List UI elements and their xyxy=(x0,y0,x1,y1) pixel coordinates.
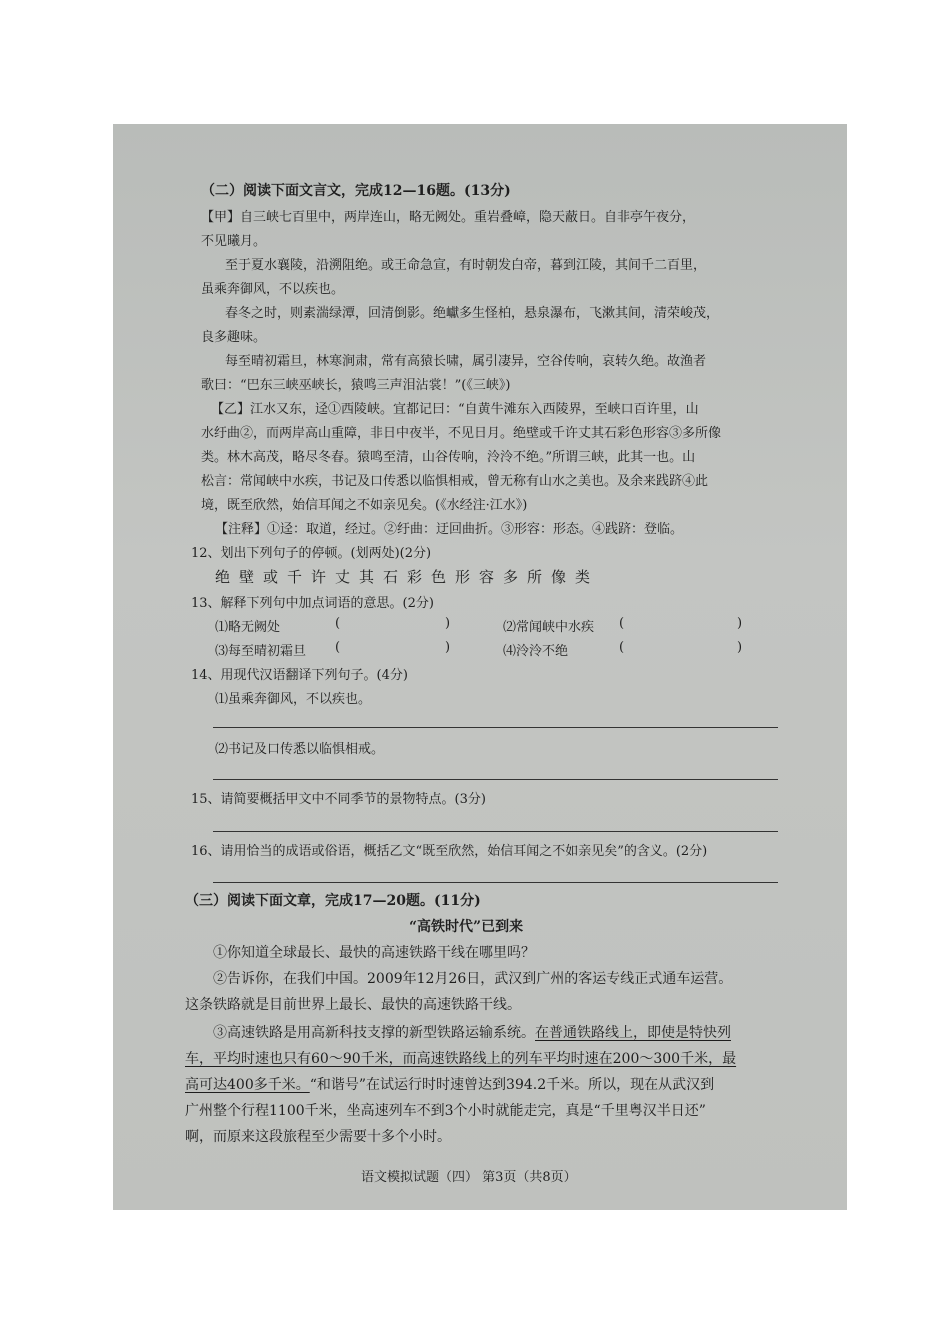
article-paragraph: 广州整个行程1100千米，坐高速列车不到3个小时就能走完，真是“千里粤汉半日还” xyxy=(185,1103,706,1119)
question-13: 13、解释下列句中加点词语的意思。(2分) xyxy=(191,596,434,611)
answer-paren-open: ( xyxy=(335,640,341,655)
q13-item-2: ⑵常闻峡中水疾 xyxy=(503,620,595,635)
answer-paren-close: ) xyxy=(737,640,743,655)
article-paragraph xyxy=(213,1022,847,1042)
text-yi-line: 水纡曲②，而两岸高山重障，非日中夜半，不见日月。绝壁或千许丈其石彩色形容③多所像 xyxy=(201,426,722,441)
paragraph3-text: “和谐号”在试运行时时速曾达到394.2千米。所以，现在从武汉到 xyxy=(309,1077,715,1093)
text-jia-line: 【甲】自三峡七百里中，两岸连山，略无阙处。重岩叠嶂，隐天蔽日。自非亭午夜分， xyxy=(201,210,696,225)
question-16: 16、请用恰当的成语或俗语，概括乙文“既至欣然，始信耳闻之不如亲见矣”的含义。(2分) xyxy=(191,844,708,859)
underlined-text: 高可达400多千米。 xyxy=(185,1077,310,1093)
question-15: 15、请简要概括甲文中不同季节的景物特点。(3分) xyxy=(191,792,486,807)
article-paragraph: 啊，而原来这段旅程至少需要十多个小时。 xyxy=(185,1129,451,1145)
article-paragraph: 这条铁路就是目前世界上最长、最快的高速铁路干线。 xyxy=(185,997,521,1013)
article-paragraph xyxy=(185,1048,847,1068)
text-jia-line: 虽乘奔御风，不以疾也。 xyxy=(201,282,345,297)
section3-heading: （三）阅读下面文章，完成17—20题。(11分) xyxy=(185,893,481,909)
text-jia-line: 至于夏水襄陵，沿溯阻绝。或王命急宣，有时朝发白帝，暮到江陵，其间千二百里， xyxy=(225,258,707,273)
article-paragraph xyxy=(185,1074,847,1094)
text-jia-line: 歌曰：“巴东三峡巫峡长，猿鸣三声泪沾裳！”(《三峡》) xyxy=(201,378,511,393)
answer-paren-close: ) xyxy=(737,616,743,631)
answer-paren-close: ) xyxy=(445,640,451,655)
text-jia-line: 不见曦月。 xyxy=(201,234,267,249)
underlined-text: 车，平均时速也只有60～90千米，而高速铁路线上的列车平均时速在200～300千米，最 xyxy=(185,1051,737,1067)
answer-paren-open: ( xyxy=(619,640,625,655)
q13-item-1: ⑴略无阙处 xyxy=(215,620,281,635)
q13-row xyxy=(215,616,775,635)
article-paragraph: ②告诉你，在我们中国。2009年12月26日，武汉到广州的客运专线正式通车运营。 xyxy=(213,971,733,987)
text-jia-line: 每至晴初霜旦，林寒涧肃，常有高猿长啸，属引凄异，空谷传响，哀转久绝。故渔者 xyxy=(225,354,707,369)
question-14-2: ⑵书记及口传悉以临惧相戒。 xyxy=(215,742,385,757)
question-14: 14、用现代汉语翻译下列句子。(4分) xyxy=(191,668,408,683)
q13-item-3: ⑶每至晴初霜旦 xyxy=(215,644,307,659)
question-12: 12、划出下列句子的停顿。(划两处)(2分) xyxy=(191,546,432,561)
answer-line xyxy=(213,882,778,883)
q12-sentence: 绝壁或千许丈其石彩色形容多所像类 xyxy=(215,568,600,586)
answer-paren-close: ) xyxy=(445,616,451,631)
answer-paren-open: ( xyxy=(619,616,625,631)
question-14-1: ⑴虽乘奔御风，不以疾也。 xyxy=(215,692,372,707)
q13-item-4: ⑷泠泠不绝 xyxy=(503,644,569,659)
text-yi-line: 类。林木高茂，略尽冬春。猿鸣至清，山谷传响，泠泠不绝。”所谓三峡，此其一也。山 xyxy=(201,450,696,465)
underlined-text: 在普通铁路线上，即使是特快列 xyxy=(535,1025,731,1041)
answer-line xyxy=(213,727,778,728)
q13-row xyxy=(215,640,775,659)
article-title: “高铁时代”已到来 xyxy=(409,919,524,935)
answer-line xyxy=(213,831,778,832)
notes: 【注释】①迳：取道，经过。②纡曲：迂回曲折。③形容：形态。④践跻：登临。 xyxy=(215,522,684,537)
article-paragraph: ①你知道全球最长、最快的高速铁路干线在哪里吗？ xyxy=(213,945,535,961)
text-yi-line: 【乙】江水又东，迳①西陵峡。宜都记曰：“自黄牛滩东入西陵界，至峡口百许里，山 xyxy=(211,402,699,417)
page-footer: 语文模拟试题（四） 第3页（共8页） xyxy=(361,1170,577,1185)
answer-paren-open: ( xyxy=(335,616,341,631)
section2-heading: （二）阅读下面文言文，完成12—16题。(13分) xyxy=(201,183,511,199)
text-jia-line: 良多趣味。 xyxy=(201,330,267,345)
text-yi-line: 境，既至欣然，始信耳闻之不如亲见矣。(《水经注·江水》) xyxy=(201,498,528,513)
exam-page xyxy=(113,124,847,1210)
text-yi-line: 松言：常闻峡中水疾，书记及口传悉以临惧相戒，曾无称有山水之美也。及余来践跻④此 xyxy=(201,474,709,489)
text-jia-line: 春冬之时，则素湍绿潭，回清倒影。绝巘多生怪柏，悬泉瀑布，飞漱其间，清荣峻茂， xyxy=(225,306,720,321)
answer-line xyxy=(213,779,778,780)
paragraph3-text: ③高速铁路是用高新科技支撑的新型铁路运输系统。 xyxy=(213,1025,535,1041)
